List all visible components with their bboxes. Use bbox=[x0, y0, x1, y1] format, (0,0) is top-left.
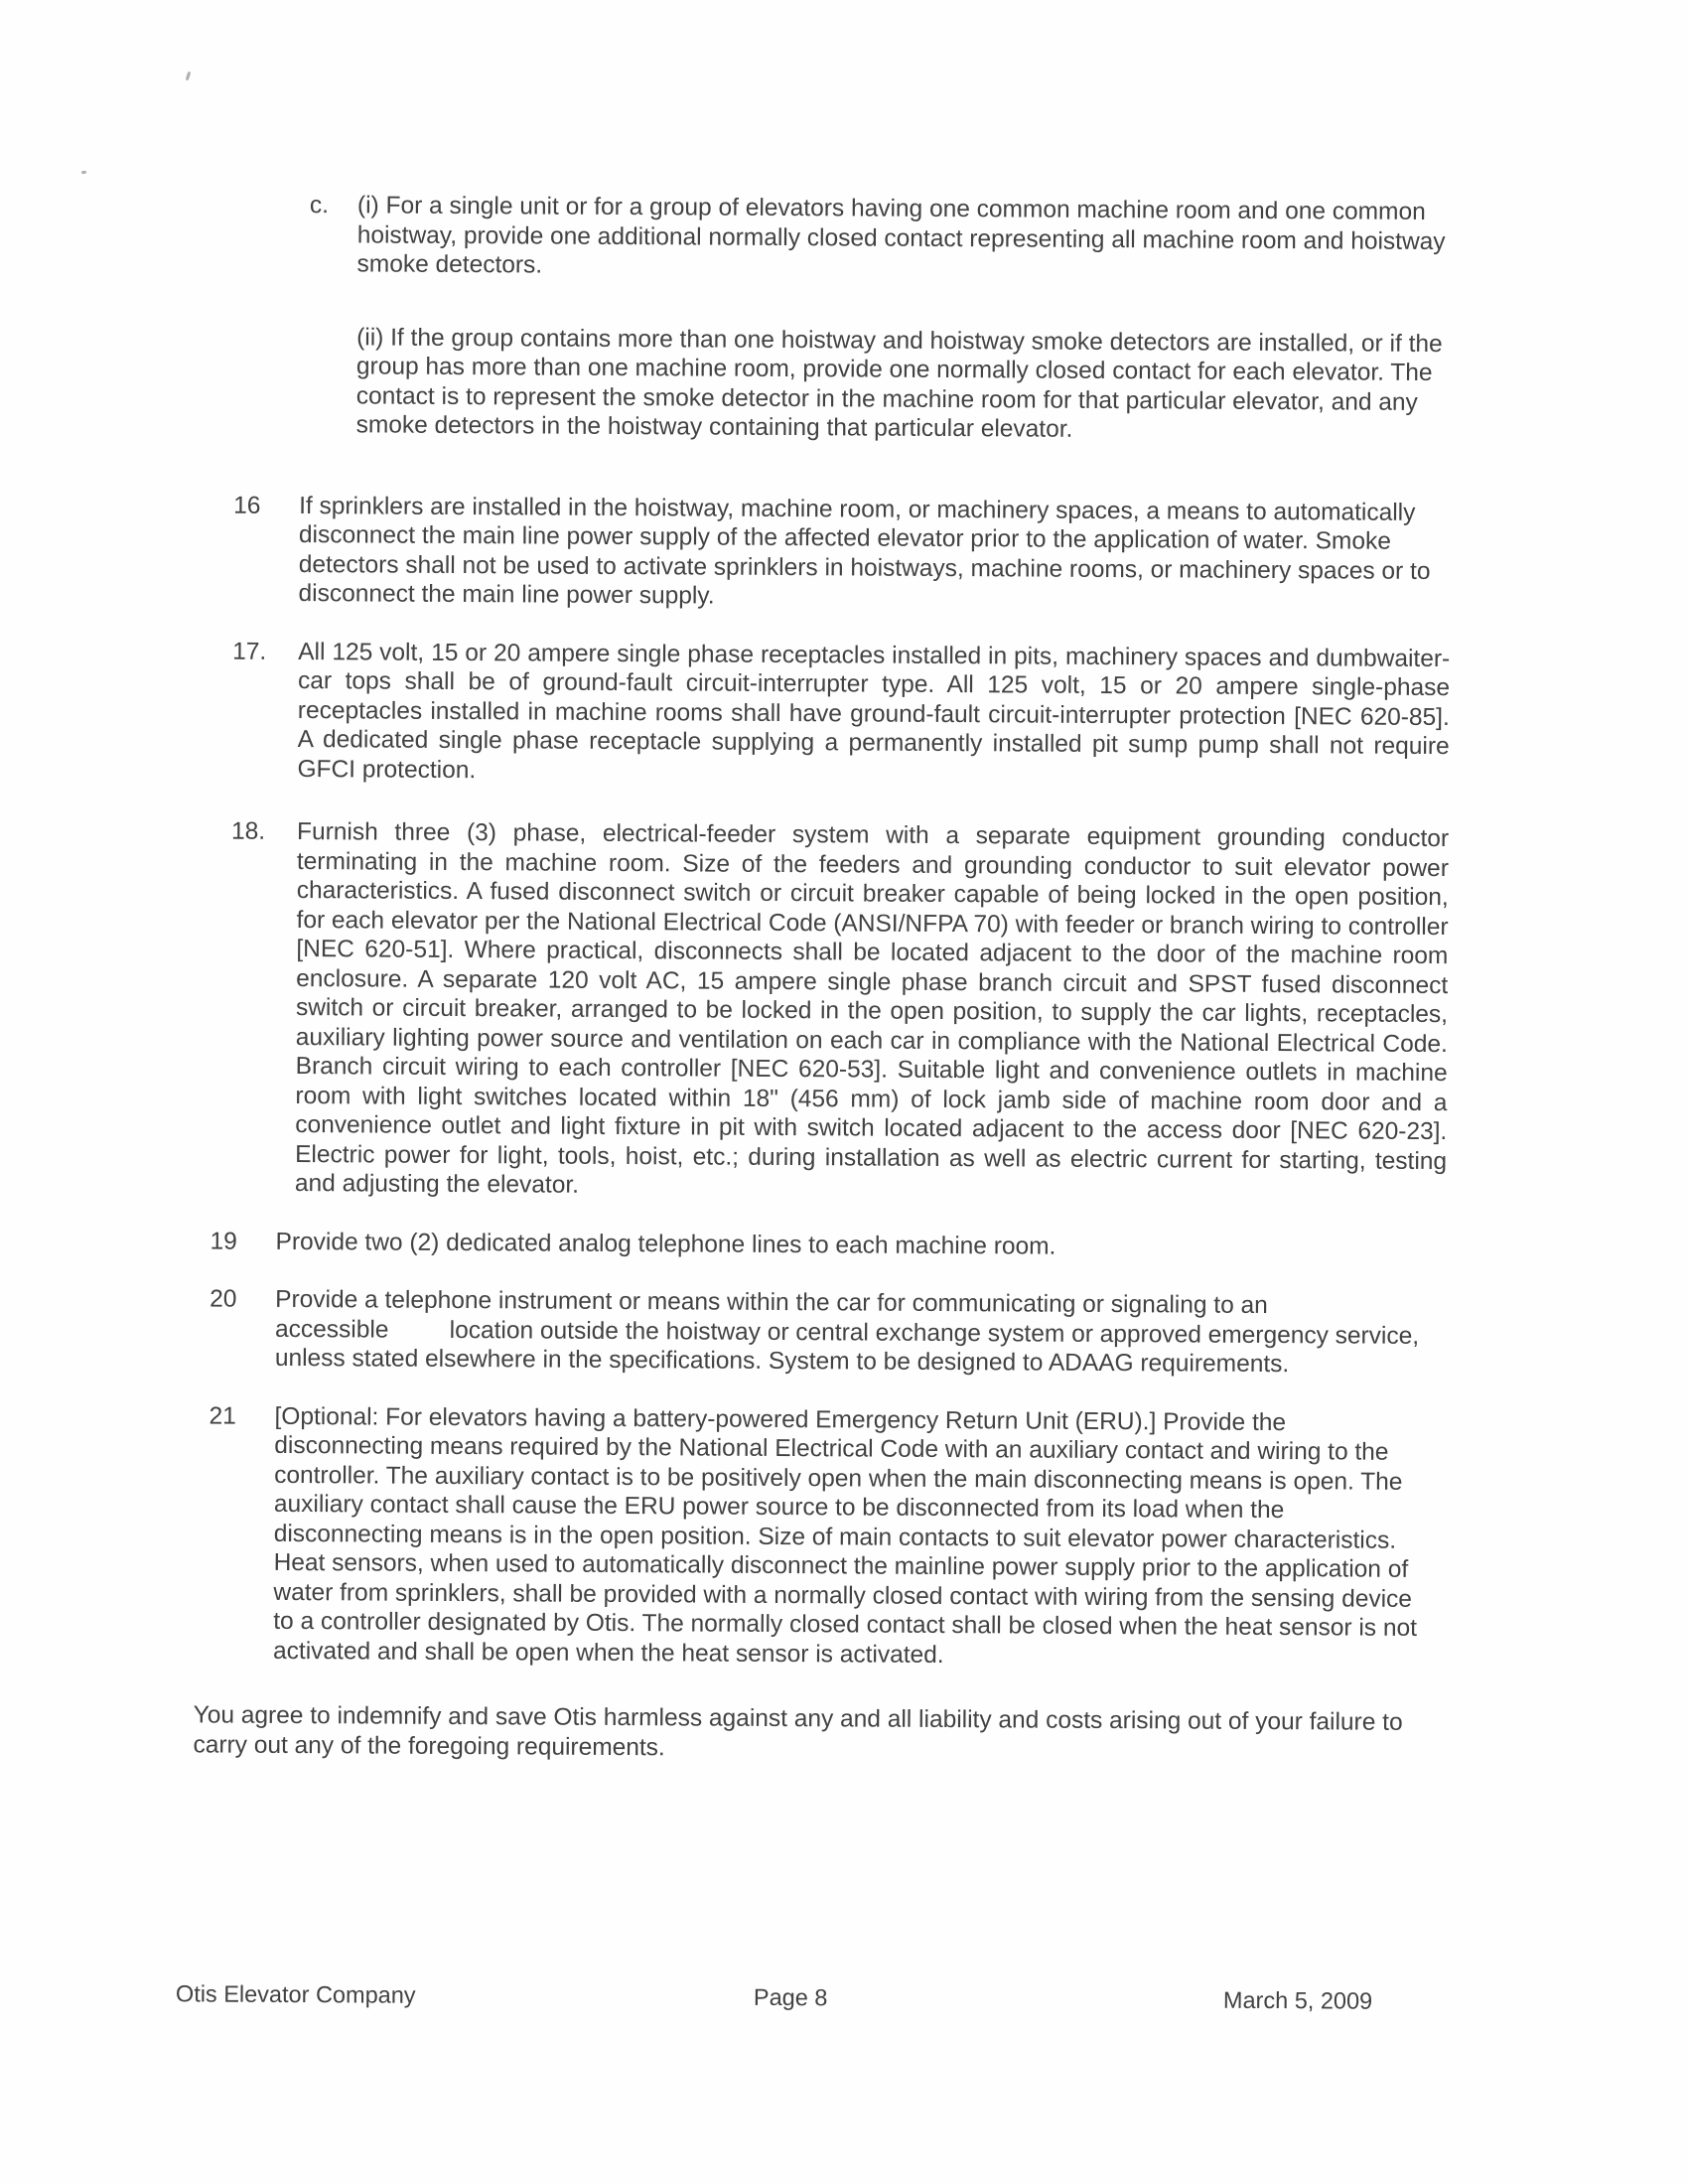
item-text: All 125 volt, 15 or 20 ampere single phase receptacles installed in pits, machinery spaces and dumbwaiter-car tops shall be of ground-fault circuit-interrupter type. All 125 volt, 15 or 20 ampere single-phase receptacles installed in machine rooms shall have ground-fault circuit-interrupter protection [NEC 620-85]. A dedicated single phase receptacle supplying a permanently installed pit sump pump shall not require GFCI protection. bbox=[297, 638, 1451, 784]
footer-company: Otis Elevator Company bbox=[175, 1980, 416, 2008]
list-item-c bbox=[309, 191, 1688, 448]
item-number: 19 bbox=[210, 1227, 237, 1255]
list-item-paragraphs bbox=[356, 191, 1475, 446]
footer-page-number: Page 8 bbox=[753, 1983, 828, 2011]
closing-paragraph: You agree to indemnify and save Otis harmless against any and all liability and costs arising out of your failure to carry out any of the foregoing requirements. bbox=[193, 1701, 1403, 1761]
list-item-17 bbox=[231, 637, 1685, 792]
paragraph-c-ii: (ii) If the group contains more than one hoistway and hoistway smoke detectors are installed, or if the group has more than one machine room, provide one normally closed contact for each elevator. The contact is to represent the smoke detector in the machine room for that particular elevator, and any smoke detectors in the hoistway containing that particular elevator. bbox=[355, 323, 1443, 443]
list-item-18 bbox=[229, 817, 1684, 1207]
item-number: 16 bbox=[233, 492, 261, 519]
list-item-label: c. bbox=[309, 192, 330, 219]
item-text: [Optional: For elevators having a battery-powered Emergency Return Unit (ERU).] Provide the disconnecting means required by the National Electrical Code with an auxiliary contact and wiring to the controller. The auxiliary contact is to be positively open when the main disconnecting means is open. The auxiliary contact shall cause the ERU power source to be disconnected from its load when the disconnecting means is in the open position. Size of main contacts to suit elevator power characteristics. Heat sensors, when used to automatically disconnect the mainline power supply prior to the application of water from sprinklers, shall be provided with a normally closed contact with wiring from the sensing device to a controller designated by Otis. The normally closed contact shall be closed when the heat sensor is not activated and shall be open when the heat sensor is activated. bbox=[272, 1402, 1418, 1669]
paragraph-c-i: (i) For a single unit or for a group of elevators having one common machine room and one common hoistway, provide one additional normally closed contact representing all machine room and hoistway smoke detectors. bbox=[356, 192, 1446, 279]
list-item-19 bbox=[210, 1227, 1681, 1265]
item-text: If sprinklers are installed in the hoistway, machine room, or machinery spaces, a means to automatically disconnect the main line power supply of the affected elevator prior to the application of water. Smoke detectors shall not be used to activate sprinklers in hoistways, machine rooms, or machinery spaces or to disconnect the main line power supply. bbox=[298, 492, 1431, 610]
list-item-20 bbox=[210, 1284, 1682, 1382]
list-item-16 bbox=[232, 491, 1686, 617]
item-text: Provide two (2) dedicated analog telephone lines to each machine room. bbox=[275, 1228, 1056, 1260]
footer-date: March 5, 2009 bbox=[1222, 1986, 1373, 2014]
item-number: 17. bbox=[232, 638, 267, 665]
item-text: Provide a telephone instrument or means within the car for communicating or signaling to an accessible location outside the hoistway or central exchange system or approved emergency service, unless stated elsewhere in the specifications. System to be designed to ADAAG requirements. bbox=[274, 1285, 1420, 1379]
item-text: Furnish three (3) phase, electrical-feeder system with a separate equipment grounding conductor terminating in the machine room. Size of the feeders and grounding conductor to suit elevator power characteristics. A fused disconnect switch or circuit breaker capable of being locked in the open position, for each elevator per the National Electrical Code (ANSI/NFPA 70) with feeder or branch wiring to controller [NEC 620-51]. Where practical, disconnects shall be located adjacent to the door of the machine room enclosure. A separate 120 volt AC, 15 ampere single phase branch circuit and SPST fused disconnect switch or circuit breaker, arranged to be locked in the open position, to supply the car lights, receptacles, auxiliary lighting power source and ventilation on each car in compliance with the National Electrical Code. Branch circuit wiring to each controller [NEC 620-53]. Suitable light and convenience outlets in machine room with light switches located within 18" (456 mm) of lock jamb side of machine room door and a convenience outlet and light fixture in pit with switch located adjacent to the access door [NEC 620-23]. Electric power for light, tools, hoist, etc.; during installation as well as electric current for starting, testing and adjusting the elevator. bbox=[294, 818, 1450, 1199]
item-number: 21 bbox=[209, 1401, 236, 1430]
list-item-21 bbox=[208, 1401, 1681, 1674]
item-number: 20 bbox=[210, 1285, 237, 1313]
item-number: 18. bbox=[231, 817, 266, 845]
